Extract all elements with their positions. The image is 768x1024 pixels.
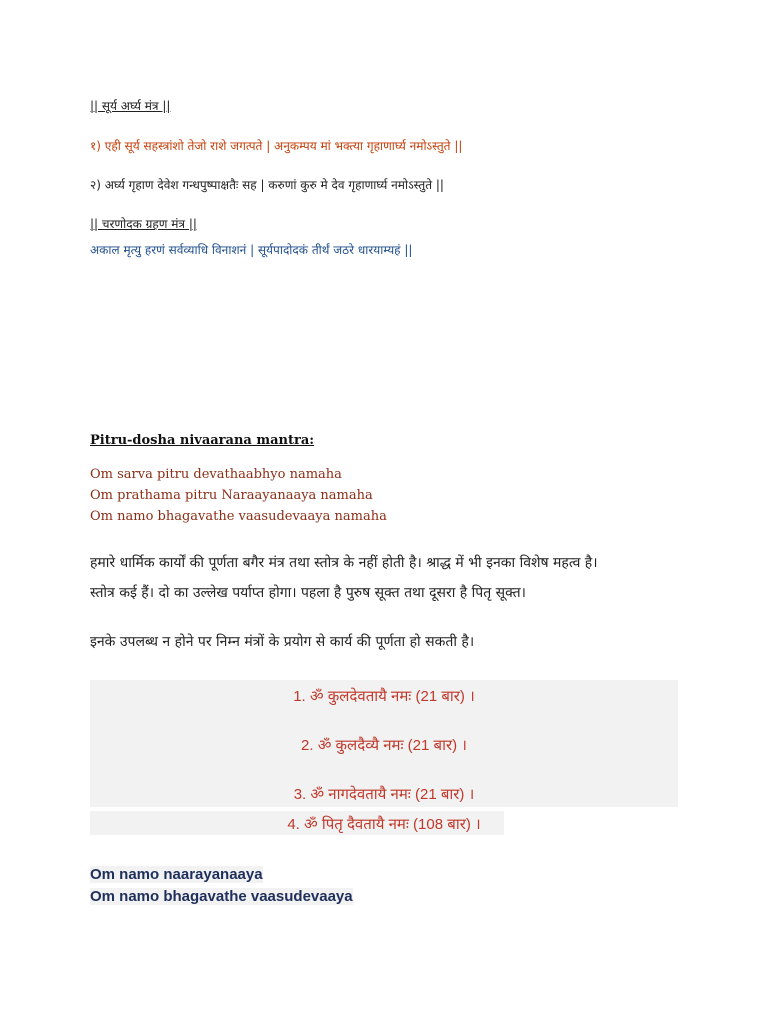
charanodak-mantra-line: अकाल मृत्यु हरणं सर्वव्याधि विनाशनं | सूर्यपादोदकं तीर्थं जठरे धारयाम्यहं || <box>90 243 413 257</box>
pitru-dosha-heading: Pitru-dosha nivaarana mantra: <box>90 433 315 448</box>
surya-heading: || सूर्य अर्घ्य मंत्र || <box>90 99 171 113</box>
numbered-mantra-3: 3. ॐ नागदेवतायै नमः (21 बार) । <box>293 786 475 803</box>
pitru-mantra-3: Om namo bhagavathe vaasudevaaya namaha <box>90 509 387 524</box>
numbered-mantra-1: 1. ॐ कुलदेवतायै नमः (21 बार) । <box>293 688 475 705</box>
pitru-mantra-2: Om prathama pitru Naraayanaaya namaha <box>90 488 373 503</box>
surya-mantra-line-2: २) अर्घ्य गृहाण देवेश गन्धपुष्पाक्षतैः सह | करुणां कुरु मे देव गृहाणार्घ्य नमोऽस्तुते || <box>90 178 444 192</box>
closing-line-1: Om namo naarayanaaya <box>90 866 263 883</box>
surya-mantra-line-1: १) एही सूर्य सहस्त्रांशो तेजो राशे जगत्पते | अनुकम्पय मां भक्त्या गृहाणार्घ्य नमोऽस्तुते || <box>90 139 463 153</box>
numbered-mantra-2: 2. ॐ कुलदैव्यै नमः (21 बार) । <box>301 737 467 754</box>
paragraph-line-1: हमारे धार्मिक कार्यों की पूर्णता बगैर मंत्र तथा स्तोत्र के नहीं होती है। श्राद्ध में भी इनका विशेष महत्व है। <box>90 555 598 571</box>
closing-line-2: Om namo bhagavathe vaasudevaaya <box>90 888 353 905</box>
charanodak-heading: || चरणोदक ग्रहण मंत्र || <box>90 217 197 231</box>
pitru-mantra-1: Om sarva pitru devathaabhyo namaha <box>90 467 342 482</box>
paragraph-line-3: इनके उपलब्ध न होने पर निम्न मंत्रों के प्रयोग से कार्य की पूर्णता हो सकती है। <box>90 634 475 650</box>
paragraph-line-2: स्तोत्र कई हैं। दो का उल्लेख पर्याप्त होगा। पहला है पुरुष सूक्त तथा दूसरा है पितृ सूक्त। <box>90 585 526 601</box>
numbered-mantra-4: 4. ॐ पितृ दैवतायै नमः (108 बार) । <box>287 816 481 833</box>
